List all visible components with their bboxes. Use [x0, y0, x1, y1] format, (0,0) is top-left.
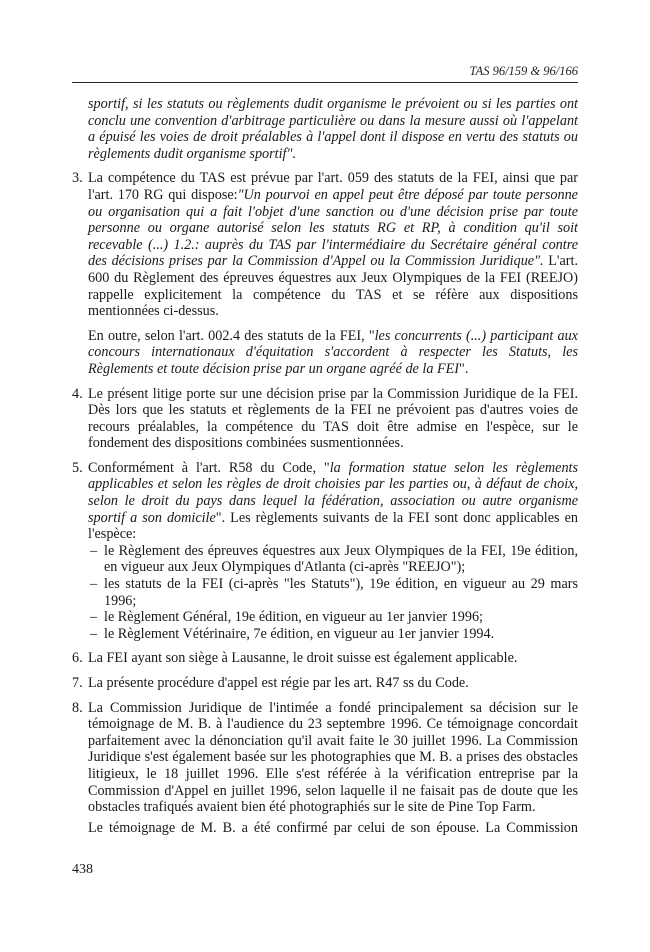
list-item-text: le Règlement Général, 19e édition, en vigueur au 1er janvier 1996; — [104, 609, 483, 626]
item-number: 5. — [72, 459, 83, 476]
list-item-text: les statuts de la FEI (ci-après "les Statuts"), 19e édition, en vigueur au 29 mars 1996; — [104, 576, 578, 609]
dash-bullet: – — [90, 576, 98, 593]
item-3-quote: "Un pourvoi en appel peut être déposé par toute personne ou organisation qui a fait l'objet d'une sanction ou d'une décision prise par toute personne ou organe autorisé selon les statuts RG et RP, à condition qu'il soit recevable (...) 1.2.: auprès du TAS par l'intermédiaire du Secrétaire général contre des décisions prises par la Commission d'Appel ou la Commission Juridique". — [88, 186, 578, 270]
list-item — [88, 609, 578, 626]
item-text — [88, 460, 578, 643]
dash-bullet: – — [90, 625, 98, 642]
list-item-text: le Règlement Vétérinaire, 7e édition, en vigueur au 1er janvier 1994. — [104, 625, 495, 642]
item-5-text-start: Conformément à l'art. R58 du Code, " — [88, 459, 330, 476]
item-text — [88, 170, 578, 319]
item-text: La présente procédure d'appel est régie par les art. R47 ss du Code. — [88, 675, 469, 691]
numbered-item-7 — [72, 675, 578, 692]
item-5-quote: la formation statue selon les règlements applicables et selon les règles de droit choisies par les parties ou, à défaut de choix, selon le droit du pays dans lequel la fédération, association ou autre organisme sportif a son domicile — [88, 459, 578, 526]
item-3-p2-end: ". — [459, 360, 469, 377]
numbered-item-4 — [72, 386, 578, 452]
item-5-text-end: ". Les règlements suivants de la FEI sont donc applicables en l'espèce: — [88, 509, 578, 543]
item-3-second-paragraph — [72, 328, 578, 378]
item-3-p2-start: En outre, selon l'art. 002.4 des statuts de la FEI, " — [88, 327, 375, 344]
dash-bullet: – — [90, 609, 98, 626]
item-number: 8. — [72, 699, 83, 716]
list-item — [88, 543, 578, 576]
item-number: 7. — [72, 675, 83, 691]
list-item-text: le Règlement des épreuves équestres aux Jeux Olympiques de la FEI, 19e édition, en vigueur aux Jeux Olympiques d'Atlanta (ci-après "REEJO"); — [104, 542, 578, 576]
list-item — [88, 626, 578, 643]
list-item — [88, 576, 578, 609]
numbered-item-6 — [72, 650, 578, 667]
item-text: La Commission Juridique de l'intimée a fondé principalement sa décision sur le témoignage de M. B. à l'audience du 23 septembre 1996. Ce témoignage concordait parfaitement avec la dénonciation qu'il avait faite le 30 juillet 1996. La Commission Juridique s'est également basée sur les photographies que M. B. a prises des obstacles litigieux, le 18 juillet 1996. Elle s'est référée à la vérification entreprise par la Commission d'Appel en juillet 1996, selon laquelle il ne faisait pas de doute que les obstacles trafiqués avaient bien été photographiés sur le site de Pine Top Farm. — [88, 699, 578, 816]
page-number: 438 — [72, 862, 93, 877]
item-number: 6. — [72, 650, 83, 667]
numbered-item-3 — [72, 170, 578, 319]
item-text: La FEI ayant son siège à Lausanne, le droit suisse est également applicable. — [88, 650, 518, 667]
regulations-list — [88, 543, 578, 643]
page-body — [72, 96, 578, 844]
item-3-p2-quote: les concurrents (...) participant aux concours internationaux d'équitation s'accordent à respecter les Statuts, les Règlements et toute décision prise par un organe agréé de la FEI — [88, 327, 578, 377]
item-text: Le présent litige porte sur une décision prise par la Commission Juridique de la FEI. Dès lors que les statuts et règlements de la FEI ne prévoient pas d'autres voies de recours préalables, la compétence du TAS doit être admise en l'espèce, sur le fondement des dispositions combinées susmentionnées. — [88, 385, 578, 452]
numbered-item-8 — [72, 700, 578, 816]
running-header: TAS 96/159 & 96/166 — [469, 64, 578, 78]
numbered-item-5 — [72, 460, 578, 643]
dash-bullet: – — [90, 542, 98, 559]
item-number: 3. — [72, 170, 83, 187]
item-number: 4. — [72, 385, 83, 402]
item-8-second-paragraph: Le témoignage de M. B. a été confirmé par celui de son épouse. La Commission — [88, 819, 578, 836]
continuation-paragraph: sportif, si les statuts ou règlements dudit organisme le prévoient ou si les parties ont conclu une convention d'arbitrage particulière ou dans la mesure aussi où l'appelant a épuisé les voies de droit préalables à l'appel dont il dispose en vertu des statuts ou règlements dudit organisme sportif". — [88, 96, 578, 162]
item-3-text-start: La compétence du TAS est prévue par l'art. 059 des statuts de la FEI, ainsi que par l'art. 170 RG qui dispose: — [88, 170, 578, 203]
header-rule — [72, 82, 578, 83]
item-3-text-end: L'art. 600 du Règlement des épreuves équestres aux Jeux Olympiques de la FEI (REEJO) rappelle explicitement la compétence du TAS et se réfère aux dispositions mentionnées ci-dessus. — [88, 253, 579, 320]
